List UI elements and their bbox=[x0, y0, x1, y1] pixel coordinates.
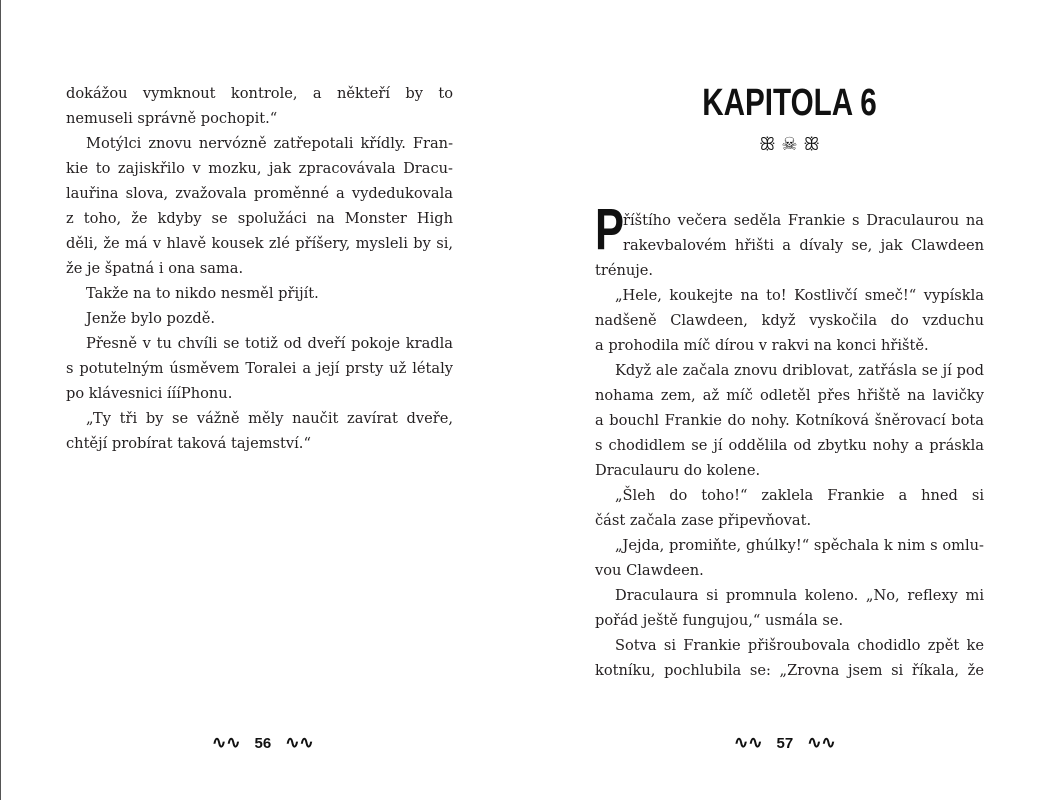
text-line: „Šleh do toho!“ zaklela Frankie a hned si bbox=[615, 487, 984, 504]
page-number: 57 bbox=[776, 734, 794, 752]
text-line: Když ale začala znovu driblovat, zatřásla se jí pod bbox=[615, 362, 984, 379]
text-line: chtějí probírat taková tajemství.“ bbox=[66, 435, 311, 452]
left-page bbox=[66, 0, 453, 800]
text-line: kotníku, pochlubila se: „Zrovna jsem si říkala, že bbox=[595, 662, 984, 679]
text-line: a prohodila míč dírou v rakvi na konci hřiště. bbox=[595, 337, 929, 354]
text-line: Draculauru do kolene. bbox=[595, 462, 761, 479]
text-line: říštího večera seděla Frankie s Draculaurou na bbox=[623, 212, 984, 229]
text-line: Draculaura si promnula koleno. „No, reflexy mi bbox=[615, 587, 984, 604]
chapter-title: KAPITOLA 6 bbox=[702, 82, 877, 124]
text-line: „Hele, koukejte na to! Kostlivčí smeč!“ vypískla bbox=[615, 287, 984, 304]
text-line: Takže na to nikdo nesměl přijít. bbox=[86, 285, 319, 302]
text-line: rakevbalovém hřišti a dívaly se, jak Clawdeen bbox=[623, 237, 984, 254]
text-line: po klávesnici íííPhonu. bbox=[66, 385, 233, 402]
body-text bbox=[66, 81, 453, 456]
page-footer bbox=[734, 733, 836, 753]
text-line: s chodidlem se jí oddělila od zbytku nohy a práskla bbox=[595, 437, 984, 454]
text-line: Jenže bylo pozdě. bbox=[86, 310, 215, 327]
page-number: 56 bbox=[254, 734, 272, 752]
drop-cap: P bbox=[595, 197, 625, 262]
page-edge bbox=[0, 0, 1, 800]
skull-ornament-icon: ꕥ ☠ ꕥ bbox=[759, 134, 820, 155]
text-line: „Jejda, promiňte, ghúlky!“ spěchala k nim s omlu- bbox=[615, 537, 984, 554]
text-line: nohama zem, až míč odletěl přes hřiště na lavičky bbox=[595, 387, 984, 404]
page-footer bbox=[212, 733, 314, 753]
text-line: trénuje. bbox=[595, 262, 654, 279]
text-line: „Ty tři by se vážně měly naučit zavírat dveře, bbox=[86, 410, 453, 427]
text-line: že je špatná i ona sama. bbox=[66, 260, 244, 277]
text-line: kie to zajiskřilo v mozku, jak zpracovávala Dracu- bbox=[66, 160, 453, 177]
right-page bbox=[595, 0, 984, 800]
squiggle-ornament-icon: ∿∿ bbox=[734, 733, 763, 752]
text-line: z toho, že kdyby se spolužáci na Monster High bbox=[66, 210, 453, 227]
text-line: lauřina slova, zvažovala proměnné a vydedukovala bbox=[66, 185, 453, 202]
text-line: děli, že má v hlavě kousek zlé příšery, mysleli by si, bbox=[66, 235, 453, 252]
text-line: Motýlci znovu nervózně zatřepotali křídly. Fran- bbox=[86, 135, 453, 152]
squiggle-ornament-icon: ∿∿ bbox=[212, 733, 241, 752]
text-line: nemuseli správně pochopit.“ bbox=[66, 110, 278, 127]
body-text bbox=[595, 208, 984, 683]
text-line: Sotva si Frankie přišroubovala chodidlo zpět ke bbox=[615, 637, 984, 654]
text-line: a bouchl Frankie do nohy. Kotníková šněrovací bota bbox=[595, 412, 984, 429]
text-line: část začala zase připevňovat. bbox=[595, 512, 812, 529]
text-line: vou Clawdeen. bbox=[595, 562, 704, 579]
text-line: pořád ještě fungujou,“ usmála se. bbox=[595, 612, 844, 629]
squiggle-ornament-icon: ∿∿ bbox=[807, 733, 836, 752]
text-line: s potutelným úsměvem Toralei a její prsty už létaly bbox=[66, 360, 453, 377]
squiggle-ornament-icon: ∿∿ bbox=[285, 733, 314, 752]
text-line: nadšeně Clawdeen, když vyskočila do vzduchu bbox=[595, 312, 984, 329]
text-line: dokážou vymknout kontrole, a někteří by to bbox=[66, 85, 453, 102]
text-line: Přesně v tu chvíli se totiž od dveří pokoje kradla bbox=[86, 335, 453, 352]
